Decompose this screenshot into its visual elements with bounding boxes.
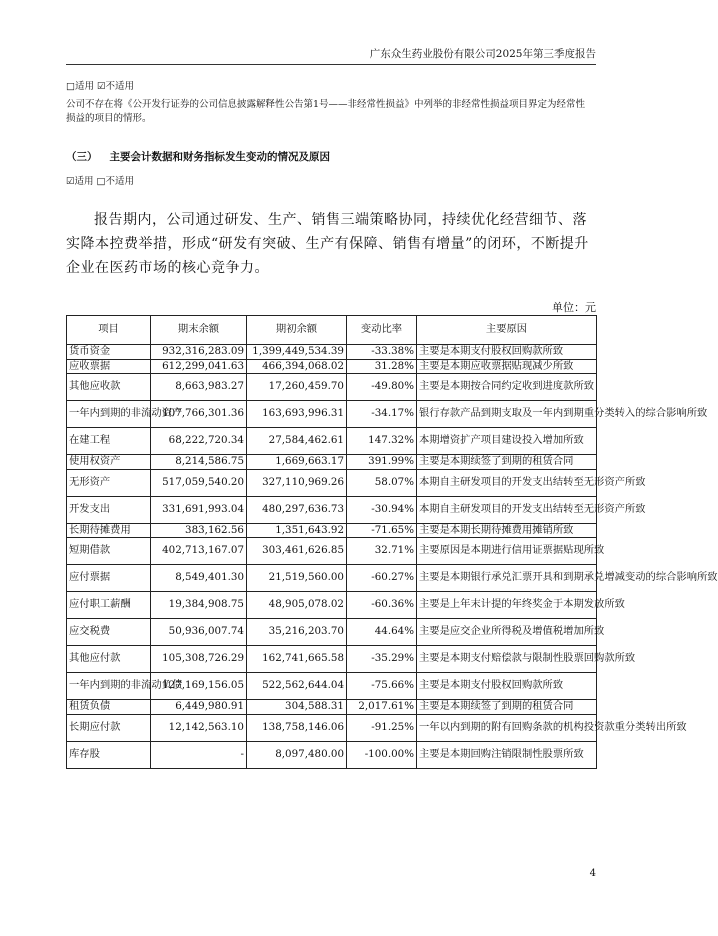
row-opening-balance: 162,741,665.58 bbox=[247, 646, 347, 673]
row-item: 应交税费 bbox=[67, 619, 151, 646]
financial-change-table bbox=[66, 315, 718, 769]
row-ending-balance: 68,222,720.34 bbox=[151, 428, 247, 455]
row-ending-balance: 19,384,908.75 bbox=[151, 592, 247, 619]
header-ending-balance: 期末余额 bbox=[151, 316, 247, 345]
row-ending-balance: 12,142,563.10 bbox=[151, 714, 247, 741]
row-ending-balance: 331,691,993.04 bbox=[151, 496, 247, 523]
header-opening-balance: 期初余额 bbox=[247, 316, 347, 345]
row-item: 长期应付款 bbox=[67, 714, 151, 741]
row-opening-balance: 35,216,203.70 bbox=[247, 619, 347, 646]
page-header: 广东众生药业股份有限公司2025年第三季度报告 bbox=[66, 46, 596, 65]
row-main-reason: 主要是本期续签了到期的租赁合同 bbox=[417, 700, 597, 715]
row-opening-balance: 480,297,636.73 bbox=[247, 496, 347, 523]
row-opening-balance: 522,562,644.04 bbox=[247, 673, 347, 700]
row-opening-balance: 327,110,969.26 bbox=[247, 469, 347, 496]
table-row bbox=[67, 646, 597, 673]
row-change-ratio: -75.66% bbox=[347, 673, 417, 700]
section-checkbox-line: ☑适用 □不适用 bbox=[66, 176, 135, 187]
unit-label: 单位：元 bbox=[552, 301, 596, 314]
row-ending-balance: 383,162.56 bbox=[151, 523, 247, 538]
row-ending-balance: 8,663,983.27 bbox=[151, 374, 247, 401]
row-opening-balance: 48,905,078.02 bbox=[247, 592, 347, 619]
row-item: 库存股 bbox=[67, 741, 151, 768]
row-change-ratio: 391.99% bbox=[347, 455, 417, 470]
row-item: 开发支出 bbox=[67, 496, 151, 523]
row-ending-balance: 105,308,726.29 bbox=[151, 646, 247, 673]
row-item: 一年内到期的非流动负债 bbox=[67, 673, 151, 700]
row-opening-balance: 8,097,480.00 bbox=[247, 741, 347, 768]
row-main-reason: 一年以内到期的附有回购条款的机构投资款重分类转出所致 bbox=[417, 714, 597, 741]
row-ending-balance: 8,549,401.30 bbox=[151, 565, 247, 592]
row-opening-balance: 1,351,643.92 bbox=[247, 523, 347, 538]
row-main-reason: 本期自主研发项目的开发支出结转至无形资产所致 bbox=[417, 496, 597, 523]
header-item: 项目 bbox=[67, 316, 151, 345]
row-opening-balance: 21,519,560.00 bbox=[247, 565, 347, 592]
row-item: 其他应付款 bbox=[67, 646, 151, 673]
row-item: 在建工程 bbox=[67, 428, 151, 455]
header-change-ratio: 变动比率 bbox=[347, 316, 417, 345]
row-change-ratio: -100.00% bbox=[347, 741, 417, 768]
row-change-ratio: -60.36% bbox=[347, 592, 417, 619]
row-change-ratio: -91.25% bbox=[347, 714, 417, 741]
row-ending-balance: 612,299,041.63 bbox=[151, 359, 247, 374]
row-ending-balance: 107,766,301.36 bbox=[151, 401, 247, 428]
row-change-ratio: -33.38% bbox=[347, 345, 417, 360]
row-main-reason: 主要是本期应收票据贴现减少所致 bbox=[417, 359, 597, 374]
table-row bbox=[67, 673, 597, 700]
row-opening-balance: 138,758,146.06 bbox=[247, 714, 347, 741]
row-opening-balance: 303,461,626.85 bbox=[247, 538, 347, 565]
table-row bbox=[67, 619, 597, 646]
row-main-reason: 主要是应交企业所得税及增值税增加所致 bbox=[417, 619, 597, 646]
row-ending-balance: 50,936,007.74 bbox=[151, 619, 247, 646]
row-change-ratio: -35.29% bbox=[347, 646, 417, 673]
row-main-reason: 主要是本期按合同约定收到进度款所致 bbox=[417, 374, 597, 401]
row-change-ratio: 44.64% bbox=[347, 619, 417, 646]
row-ending-balance: 932,316,283.09 bbox=[151, 345, 247, 360]
table-row bbox=[67, 538, 597, 565]
row-ending-balance: - bbox=[151, 741, 247, 768]
row-change-ratio: 2,017.61% bbox=[347, 700, 417, 715]
table-row bbox=[67, 700, 597, 715]
nonrecurring-note: 公司不存在将《公开发行证券的公司信息披露解释性公告第1号——非经常性损益》中列举的非经常性损益项目界定为经常性损益的项目的情形。 bbox=[66, 99, 586, 124]
row-ending-balance: 517,059,540.20 bbox=[151, 469, 247, 496]
table-row bbox=[67, 359, 597, 374]
row-opening-balance: 304,588.31 bbox=[247, 700, 347, 715]
table-row bbox=[67, 714, 597, 741]
table-row bbox=[67, 523, 597, 538]
row-change-ratio: 32.71% bbox=[347, 538, 417, 565]
row-item: 短期借款 bbox=[67, 538, 151, 565]
row-opening-balance: 1,399,449,534.39 bbox=[247, 345, 347, 360]
row-opening-balance: 27,584,462.61 bbox=[247, 428, 347, 455]
table-row bbox=[67, 345, 597, 360]
section-heading bbox=[66, 149, 342, 164]
table-row bbox=[67, 469, 597, 496]
table-row bbox=[67, 401, 597, 428]
row-main-reason: 本期自主研发项目的开发支出结转至无形资产所致 bbox=[417, 469, 597, 496]
row-item: 使用权资产 bbox=[67, 455, 151, 470]
row-change-ratio: -30.94% bbox=[347, 496, 417, 523]
row-main-reason: 本期增资扩产项目建设投入增加所致 bbox=[417, 428, 597, 455]
row-change-ratio: 147.32% bbox=[347, 428, 417, 455]
row-change-ratio: 58.07% bbox=[347, 469, 417, 496]
section-number: （三） bbox=[66, 151, 98, 163]
table-row bbox=[67, 592, 597, 619]
table-row bbox=[67, 374, 597, 401]
row-change-ratio: 31.28% bbox=[347, 359, 417, 374]
row-item: 长期待摊费用 bbox=[67, 523, 151, 538]
header-main-reason: 主要原因 bbox=[417, 316, 597, 345]
section-title: 主要会计数据和财务指标发生变动的情况及原因 bbox=[109, 151, 330, 163]
row-ending-balance: 127,169,156.05 bbox=[151, 673, 247, 700]
table-header-row bbox=[67, 316, 597, 345]
row-item: 应收票据 bbox=[67, 359, 151, 374]
row-ending-balance: 8,214,586.75 bbox=[151, 455, 247, 470]
row-item: 应付职工薪酬 bbox=[67, 592, 151, 619]
row-main-reason: 主要是上年末计提的年终奖金于本期发放所致 bbox=[417, 592, 597, 619]
row-item: 无形资产 bbox=[67, 469, 151, 496]
row-opening-balance: 17,260,459.70 bbox=[247, 374, 347, 401]
applicable-checkbox-line: □适用 ☑不适用 bbox=[66, 81, 135, 92]
row-opening-balance: 163,693,996.31 bbox=[247, 401, 347, 428]
row-main-reason: 主要是本期支付股权回购款所致 bbox=[417, 345, 597, 360]
row-main-reason: 银行存款产品到期支取及一年内到期重分类转入的综合影响所致 bbox=[417, 401, 597, 428]
row-main-reason: 主要是本期回购注销限制性股票所致 bbox=[417, 741, 597, 768]
row-change-ratio: -34.17% bbox=[347, 401, 417, 428]
table-row bbox=[67, 741, 597, 768]
row-main-reason: 主要是本期长期待摊费用摊销所致 bbox=[417, 523, 597, 538]
row-main-reason: 主要原因是本期进行信用证票据贴现所致 bbox=[417, 538, 597, 565]
table-row bbox=[67, 565, 597, 592]
table-row bbox=[67, 496, 597, 523]
row-change-ratio: -71.65% bbox=[347, 523, 417, 538]
row-item: 一年内到期的非流动资产 bbox=[67, 401, 151, 428]
row-opening-balance: 466,394,068.02 bbox=[247, 359, 347, 374]
row-change-ratio: -60.27% bbox=[347, 565, 417, 592]
row-item: 应付票据 bbox=[67, 565, 151, 592]
row-main-reason: 主要是本期支付赔偿款与限制性股票回购款所致 bbox=[417, 646, 597, 673]
table-row bbox=[67, 428, 597, 455]
summary-paragraph: 报告期内，公司通过研发、生产、销售三端策略协同，持续优化经营细节、落实降本控费举措，形成“研发有突破、生产有保障、销售有增量”的闭环，不断提升企业在医药市场的核心竞争力。 bbox=[66, 212, 589, 276]
row-opening-balance: 1,669,663.17 bbox=[247, 455, 347, 470]
page-number: 4 bbox=[589, 868, 596, 879]
row-main-reason: 主要是本期支付股权回购款所致 bbox=[417, 673, 597, 700]
row-change-ratio: -49.80% bbox=[347, 374, 417, 401]
row-item: 货币资金 bbox=[67, 345, 151, 360]
row-ending-balance: 402,713,167.07 bbox=[151, 538, 247, 565]
row-ending-balance: 6,449,980.91 bbox=[151, 700, 247, 715]
row-main-reason: 主要是本期续签了到期的租赁合同 bbox=[417, 455, 597, 470]
row-item: 其他应收款 bbox=[67, 374, 151, 401]
row-item: 租赁负债 bbox=[67, 700, 151, 715]
table-row bbox=[67, 455, 597, 470]
row-main-reason: 主要是本期银行承兑汇票开具和到期承兑增减变动的综合影响所致 bbox=[417, 565, 597, 592]
